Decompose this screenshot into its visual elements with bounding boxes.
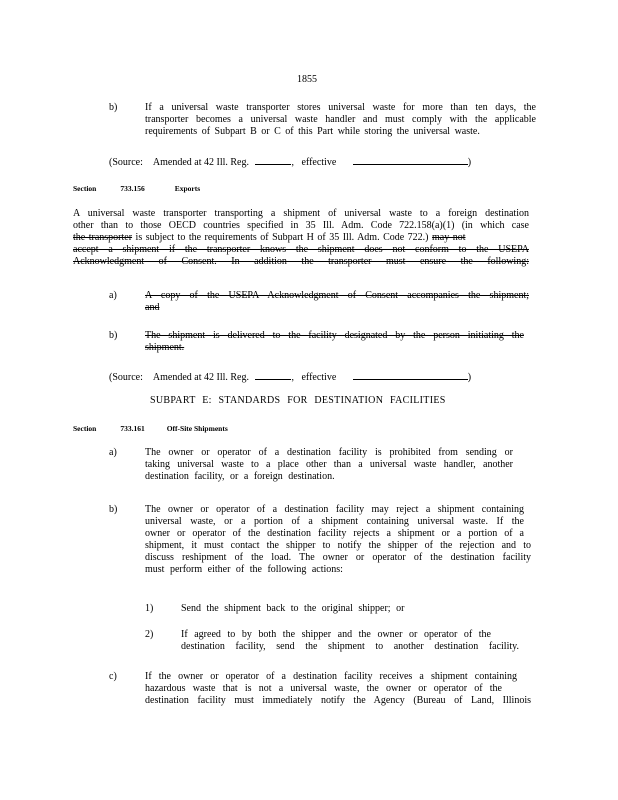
paragraph-line: A copy of the USEPA Acknowledgment of Consent accompanies the shipment; xyxy=(145,290,529,301)
paragraph-line: A universal waste transporter transporting a shipment of universal waste to a foreign destination xyxy=(73,208,529,219)
item-label: b) xyxy=(109,102,118,113)
paragraph-line: transporter becomes a universal waste handler and must comply with the applicable xyxy=(145,114,536,125)
struck-text: the transporter xyxy=(73,232,133,243)
paragraph-line: If agreed to by both the shipper and the owner or operator of the xyxy=(181,629,491,640)
item-label: b) xyxy=(109,504,118,515)
paragraph-line: shipment. xyxy=(145,342,185,353)
source-note: (Source: Amended at 42 Ill. Reg. , effective ) xyxy=(109,372,472,383)
paragraph-line: taking universal waste to a place other than a universal waste handler, another xyxy=(145,459,513,470)
paragraph-line: The owner or operator of a destination facility is prohibited from sending or xyxy=(145,447,513,458)
paragraph-line: The owner or operator of a destination facility may reject a shipment containing xyxy=(145,504,524,515)
paragraph-line: The shipment is delivered to the facility designated by the person initiating the xyxy=(145,330,524,341)
paragraph-line: destination facility, or a foreign destination. xyxy=(145,471,335,482)
item-label: 2) xyxy=(145,629,154,640)
paragraph-line: destination facility must immediately notify the Agency (Bureau of Land, Illinois xyxy=(145,695,531,706)
paragraph-line: other than to those OECD countries specified in 35 Ill. Adm. Code 722.158(a)(1) (in which case xyxy=(73,220,529,231)
struck-text: may not xyxy=(432,232,466,243)
item-label: c) xyxy=(109,671,117,682)
item-label: 1) xyxy=(145,603,154,614)
paragraph-line: discuss reshipment of the load. The owner or operator of the destination facility xyxy=(145,552,531,563)
paragraph-line: the transporter is subject to the requirements of Subpart H of 35 Ill. Adm. Code 722.) may not xyxy=(73,232,466,243)
paragraph-line: universal waste, or a portion of a shipment containing universal waste. If the xyxy=(145,516,524,527)
page-number: 1855 xyxy=(297,74,317,85)
source-note: (Source: Amended at 42 Ill. Reg. , effective ) xyxy=(109,157,472,168)
paragraph-line: Acknowledgment of Consent. In addition the transporter must ensure the following: xyxy=(73,256,529,267)
paragraph-line: requirements of Subpart B or C of this Part while storing the universal waste. xyxy=(145,126,480,137)
subpart-heading: SUBPART E: STANDARDS FOR DESTINATION FACILITIES xyxy=(150,395,446,406)
paragraph-line: If the owner or operator of a destination facility receives a shipment containing xyxy=(145,671,517,682)
paragraph-line: shipment, it must contact the shipper to notify the shipper of the rejection and to xyxy=(145,540,531,551)
paragraph-line: must perform either of the following actions: xyxy=(145,564,343,575)
section-heading: Section 733.161 Off-Site Shipments xyxy=(73,424,228,433)
item-label: a) xyxy=(109,290,117,301)
paragraph-line: owner or operator of the destination facility rejects a shipment or a portion of a xyxy=(145,528,524,539)
item-label: a) xyxy=(109,447,117,458)
paragraph-line: hazardous waste that is not a universal waste, the owner or operator of the xyxy=(145,683,502,694)
paragraph-line: and xyxy=(145,302,160,313)
section-heading: Section 733.156 Exports xyxy=(73,184,201,193)
paragraph-line: If a universal waste transporter stores universal waste for more than ten days, the xyxy=(145,102,536,113)
paragraph-line: accept a shipment if the transporter knows the shipment does not conform to the USEPA xyxy=(73,244,529,255)
item-label: b) xyxy=(109,330,118,341)
paragraph-line: Send the shipment back to the original shipper; or xyxy=(181,603,405,614)
paragraph-line: destination facility, send the shipment to another destination facility. xyxy=(181,641,519,652)
